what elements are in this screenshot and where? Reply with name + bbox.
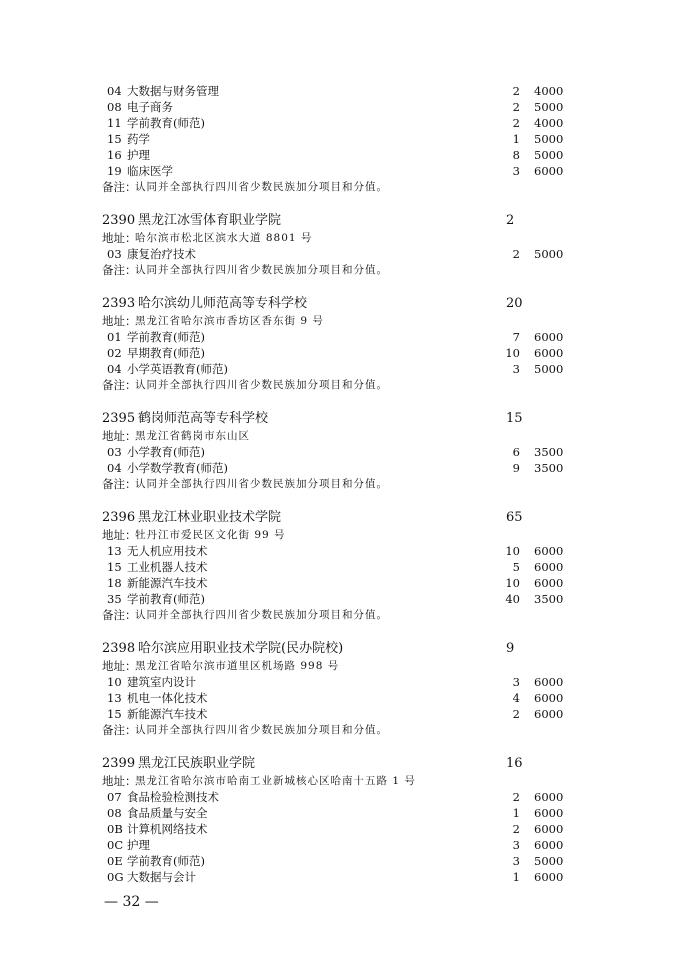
institution-total: 9 <box>506 641 515 656</box>
major-row <box>0 131 680 147</box>
plan-count: 2 <box>512 822 520 836</box>
plan-count: 1 <box>512 806 520 820</box>
major-name: 学前教育(师范) <box>127 854 205 868</box>
institution-code: 2398 <box>102 641 136 656</box>
tuition-fee: 5000 <box>534 132 564 146</box>
plan-count: 1 <box>512 132 520 146</box>
major-name: 建筑室内设计 <box>127 675 196 689</box>
major-row <box>0 837 680 853</box>
major-row <box>0 789 680 805</box>
tuition-fee: 6000 <box>534 675 564 689</box>
institution-name: 黑龙江冰雪体育职业学院 <box>138 213 282 228</box>
major-code: 02 <box>107 346 122 360</box>
plan-count: 4 <box>512 691 520 705</box>
address-row <box>0 428 680 444</box>
tuition-fee: 4000 <box>534 84 564 98</box>
major-code: 15 <box>107 132 122 146</box>
address-row <box>0 773 680 789</box>
plan-count: 2 <box>512 790 520 804</box>
major-row <box>0 853 680 869</box>
major-name: 食品检验检测技术 <box>127 790 219 804</box>
plan-count: 2 <box>512 247 520 261</box>
major-row <box>0 345 680 361</box>
remark-row <box>0 377 680 393</box>
plan-count: 6 <box>512 445 520 459</box>
tuition-fee: 3500 <box>534 592 564 606</box>
remark-text: 认同并全部执行四川省少数民族加分项目和分值。 <box>135 609 388 621</box>
institution-header <box>0 639 680 659</box>
tuition-fee: 6000 <box>534 838 564 852</box>
institution-code: 2396 <box>102 510 136 525</box>
tuition-fee: 3500 <box>534 461 564 475</box>
address-text: 黑龙江省哈尔滨市哈南工业新城核心区哈南十五路 1 号 <box>135 775 416 787</box>
major-code: 11 <box>107 116 122 130</box>
plan-count: 1 <box>512 870 520 884</box>
address-text: 黑龙江省哈尔滨市香坊区香东街 9 号 <box>135 315 324 327</box>
tuition-fee: 6000 <box>534 330 564 344</box>
major-name: 无人机应用技术 <box>127 544 208 558</box>
major-code: 07 <box>107 790 122 804</box>
institution-total: 65 <box>506 510 523 525</box>
major-name: 计算机网络技术 <box>127 822 208 836</box>
remark-row <box>0 722 680 738</box>
major-name: 食品质量与安全 <box>127 806 208 820</box>
tuition-fee: 6000 <box>534 576 564 590</box>
address-row <box>0 230 680 246</box>
institution-total: 15 <box>506 411 523 426</box>
plan-count: 3 <box>512 838 520 852</box>
address-label: 地址： <box>102 774 137 788</box>
major-code: 10 <box>107 675 122 689</box>
remark-label: 备注： <box>102 378 137 392</box>
major-name: 学前教育(师范) <box>127 116 205 130</box>
major-name: 工业机器人技术 <box>127 560 208 574</box>
tuition-fee: 6000 <box>534 691 564 705</box>
remark-label: 备注： <box>102 263 137 277</box>
remark-text: 认同并全部执行四川省少数民族加分项目和分值。 <box>135 478 388 490</box>
major-code: 04 <box>107 461 122 475</box>
major-code: 15 <box>107 707 122 721</box>
institution-total: 2 <box>506 213 515 228</box>
plan-count: 5 <box>512 560 520 574</box>
institution-name: 黑龙江林业职业技术学院 <box>138 510 282 525</box>
tuition-fee: 6000 <box>534 822 564 836</box>
tuition-fee: 5000 <box>534 148 564 162</box>
tuition-fee: 6000 <box>534 806 564 820</box>
tuition-fee: 6000 <box>534 544 564 558</box>
major-code: 04 <box>107 84 122 98</box>
major-row <box>0 99 680 115</box>
institution-name: 黑龙江民族职业学院 <box>138 756 256 771</box>
tuition-fee: 6000 <box>534 346 564 360</box>
major-row <box>0 869 680 885</box>
plan-count: 2 <box>512 707 520 721</box>
remark-text: 认同并全部执行四川省少数民族加分项目和分值。 <box>135 379 388 391</box>
address-label: 地址： <box>102 659 137 673</box>
major-row <box>0 559 680 575</box>
institution-header <box>0 294 680 314</box>
major-code: 18 <box>107 576 122 590</box>
major-name: 小学数学教育(师范) <box>127 461 228 475</box>
major-row <box>0 329 680 345</box>
address-label: 地址： <box>102 429 137 443</box>
major-code: 35 <box>107 592 122 606</box>
plan-count: 10 <box>505 576 520 590</box>
plan-count: 9 <box>512 461 520 475</box>
remark-label: 备注： <box>102 608 137 622</box>
tuition-fee: 5000 <box>534 247 564 261</box>
plan-count: 40 <box>505 592 520 606</box>
address-text: 黑龙江省鹤岗市东山区 <box>135 430 250 442</box>
major-name: 康复治疗技术 <box>127 247 196 261</box>
major-row <box>0 115 680 131</box>
address-label: 地址： <box>102 314 137 328</box>
major-code: 03 <box>107 445 122 459</box>
address-text: 牡丹江市爱民区文化街 99 号 <box>135 529 286 541</box>
major-name: 早期教育(师范) <box>127 346 205 360</box>
major-row <box>0 805 680 821</box>
major-code: 0C <box>107 838 124 852</box>
remark-label: 备注： <box>102 477 137 491</box>
major-row <box>0 575 680 591</box>
major-name: 药学 <box>127 132 150 146</box>
plan-count: 2 <box>512 116 520 130</box>
remark-text: 认同并全部执行四川省少数民族加分项目和分值。 <box>135 724 388 736</box>
major-row <box>0 361 680 377</box>
institution-code: 2390 <box>102 213 136 228</box>
major-row <box>0 147 680 163</box>
major-code: 08 <box>107 806 122 820</box>
tuition-fee: 6000 <box>534 560 564 574</box>
major-row <box>0 83 680 99</box>
tuition-fee: 6000 <box>534 870 564 884</box>
plan-count: 2 <box>512 100 520 114</box>
plan-count: 10 <box>505 346 520 360</box>
major-code: 04 <box>107 362 122 376</box>
institution-name: 哈尔滨应用职业技术学院(民办院校) <box>138 641 344 656</box>
tuition-fee: 6000 <box>534 707 564 721</box>
remark-row <box>0 179 680 195</box>
remark-row <box>0 262 680 278</box>
institution-name: 哈尔滨幼儿师范高等专科学校 <box>138 296 308 311</box>
major-code: 0G <box>107 870 124 884</box>
remark-row <box>0 607 680 623</box>
plan-count: 3 <box>512 854 520 868</box>
address-label: 地址： <box>102 231 137 245</box>
address-row <box>0 527 680 543</box>
institution-total: 20 <box>506 296 523 311</box>
major-row <box>0 163 680 179</box>
tuition-fee: 3500 <box>534 445 564 459</box>
institution-header <box>0 508 680 528</box>
major-code: 08 <box>107 100 122 114</box>
address-text: 黑龙江省哈尔滨市道里区机场路 998 号 <box>135 660 340 672</box>
major-row <box>0 543 680 559</box>
institution-total: 16 <box>506 756 523 771</box>
institution-code: 2393 <box>102 296 136 311</box>
tuition-fee: 6000 <box>534 164 564 178</box>
major-code: 19 <box>107 164 122 178</box>
major-row <box>0 444 680 460</box>
major-name: 护理 <box>127 838 150 852</box>
major-row <box>0 246 680 262</box>
institution-name: 鹤岗师范高等专科学校 <box>138 411 269 426</box>
remark-label: 备注： <box>102 180 137 194</box>
major-name: 新能源汽车技术 <box>127 576 208 590</box>
major-row <box>0 460 680 476</box>
major-name: 临床医学 <box>127 164 173 178</box>
tuition-fee: 5000 <box>534 854 564 868</box>
address-row <box>0 313 680 329</box>
major-code: 0E <box>107 854 123 868</box>
major-code: 03 <box>107 247 122 261</box>
major-row <box>0 821 680 837</box>
remark-text: 认同并全部执行四川省少数民族加分项目和分值。 <box>135 181 388 193</box>
institution-code: 2395 <box>102 411 136 426</box>
major-row <box>0 674 680 690</box>
institution-header <box>0 409 680 429</box>
page-number: — 32 — <box>104 894 159 910</box>
remark-label: 备注： <box>102 723 137 737</box>
major-name: 学前教育(师范) <box>127 330 205 344</box>
major-row <box>0 706 680 722</box>
major-name: 电子商务 <box>127 100 173 114</box>
tuition-fee: 6000 <box>534 790 564 804</box>
major-name: 小学教育(师范) <box>127 445 205 459</box>
major-name: 大数据与财务管理 <box>127 84 219 98</box>
plan-count: 7 <box>512 330 520 344</box>
remark-text: 认同并全部执行四川省少数民族加分项目和分值。 <box>135 264 388 276</box>
major-code: 13 <box>107 544 122 558</box>
major-code: 13 <box>107 691 122 705</box>
major-code: 01 <box>107 330 122 344</box>
plan-count: 8 <box>512 148 520 162</box>
address-label: 地址： <box>102 528 137 542</box>
major-name: 小学英语教育(师范) <box>127 362 228 376</box>
tuition-fee: 4000 <box>534 116 564 130</box>
major-row <box>0 690 680 706</box>
institution-header <box>0 211 680 231</box>
major-name: 护理 <box>127 148 150 162</box>
tuition-fee: 5000 <box>534 100 564 114</box>
remark-row <box>0 476 680 492</box>
plan-count: 3 <box>512 675 520 689</box>
major-row <box>0 591 680 607</box>
major-name: 学前教育(师范) <box>127 592 205 606</box>
institution-code: 2399 <box>102 756 136 771</box>
major-name: 新能源汽车技术 <box>127 707 208 721</box>
address-text: 哈尔滨市松北区滨水大道 8801 号 <box>135 232 313 244</box>
major-name: 大数据与会计 <box>127 870 196 884</box>
institution-header <box>0 754 680 774</box>
major-name: 机电一体化技术 <box>127 691 208 705</box>
plan-count: 3 <box>512 362 520 376</box>
plan-count: 3 <box>512 164 520 178</box>
address-row <box>0 658 680 674</box>
tuition-fee: 5000 <box>534 362 564 376</box>
major-code: 15 <box>107 560 122 574</box>
plan-count: 2 <box>512 84 520 98</box>
major-code: 16 <box>107 148 122 162</box>
major-code: 0B <box>107 822 123 836</box>
plan-count: 10 <box>505 544 520 558</box>
